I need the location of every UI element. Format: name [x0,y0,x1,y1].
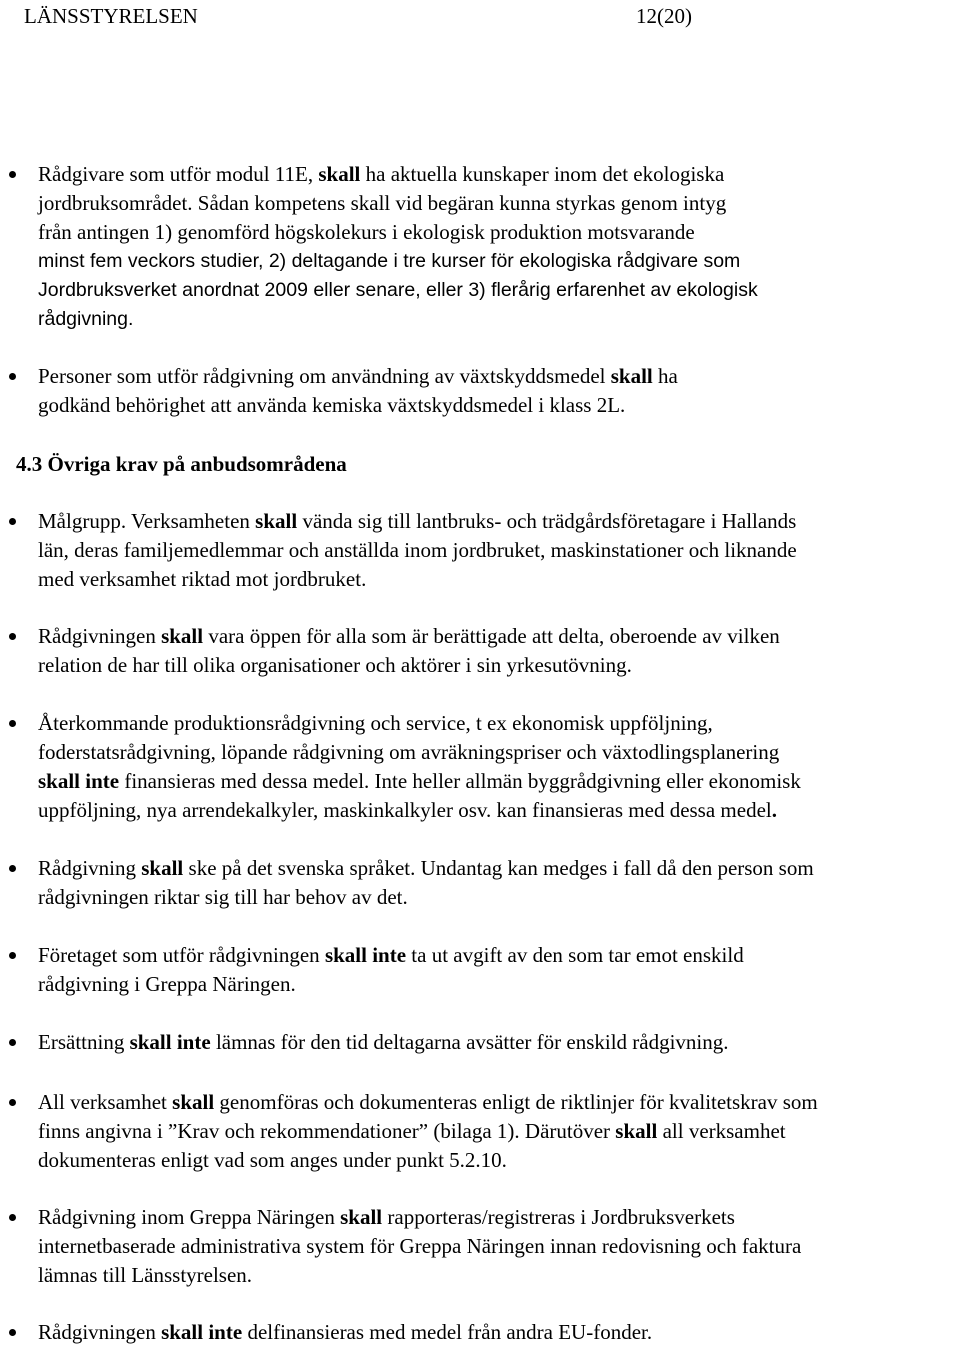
bullet-icon [9,373,16,380]
list-item: Rådgivning skall ske på det svenska språket. Undantag kan medges i fall då den person som rådgivningen riktar sig till har behov av det. [38,854,960,912]
list-item: Ersättning skall inte lämnas för den tid deltagarna avsätter för enskild rådgivning. [38,1028,960,1057]
list-item: Företaget som utför rådgivningen skall inte ta ut avgift av den som tar emot enskild rådgivning i Greppa Näringen. [38,941,960,999]
bullet-icon [9,1214,16,1221]
bullet-icon [9,1099,16,1106]
list-item: Rådgivare som utför modul 11E, skall ha aktuella kunskaper inom det ekologiska jordbruksområdet. Sådan kompetens skall vid begäran kunna styrkas genom intyg från antingen 1) genomförd högskolekurs i ekologisk produktion motsvarande minst fem veckors studier, 2) deltagande i tre kurser för ekologiska rådgivare som Jordbruksverket anordnat 2009 eller senare, eller 3) flerårig erfarenhet av ekologisk rådgivning. [38,160,960,334]
list-item: All verksamhet skall genomföras och dokumenteras enligt de riktlinjer för kvalitetskrav som finns angivna i ”Krav och rekommendationer” (bilaga 1). Därutöver skall all verksamhet dokumenteras enligt vad som anges under punkt 5.2.10. [38,1088,960,1175]
page-number: 12(20) [636,4,692,28]
bullet-icon [9,518,16,525]
list-item: Målgrupp. Verksamheten skall vända sig till lantbruks- och trädgårdsföretagare i Hallands län, deras familjemedlemmar och anställda inom jordbruket, maskinstationer och liknande med verksamhet riktad mot jordbruket. [38,507,960,594]
section-heading: 4.3 Övriga krav på anbudsområdena [16,452,347,476]
page-header [24,2,724,32]
list-item: Personer som utför rådgivning om användning av växtskyddsmedel skall ha godkänd behörighet att använda kemiska växtskyddsmedel i klass 2L. [38,362,960,420]
bullet-icon [9,1039,16,1046]
bullet-icon [9,1329,16,1336]
bullet-icon [9,952,16,959]
list-item: Återkommande produktionsrådgivning och service, t ex ekonomisk uppföljning, foderstatsrådgivning, löpande rådgivning om avräkningspriser och växtodlingsplanering skall inte finansieras med dessa medel. Inte heller allmän byggrådgivning eller ekonomisk uppföljning, nya arrendekalkyler, maskinkalkyler osv. kan finansieras med dessa medel. [38,709,960,825]
organization-name: LÄNSSTYRELSEN [24,4,198,28]
bullet-icon [9,865,16,872]
list-item: Rådgivning inom Greppa Näringen skall rapporteras/registreras i Jordbruksverkets internetbaserade administrativa system för Greppa Näringen innan redovisning och faktura lämnas till Länsstyrelsen. [38,1203,960,1290]
list-item: Rådgivningen skall vara öppen för alla som är berättigade att delta, oberoende av vilken relation de har till olika organisationer och aktörer i sin yrkesutövning. [38,622,960,680]
list-item: Rådgivningen skall inte delfinansieras med medel från andra EU-fonder. [38,1318,960,1347]
bullet-icon [9,720,16,727]
bullet-icon [9,171,16,178]
bullet-icon [9,633,16,640]
